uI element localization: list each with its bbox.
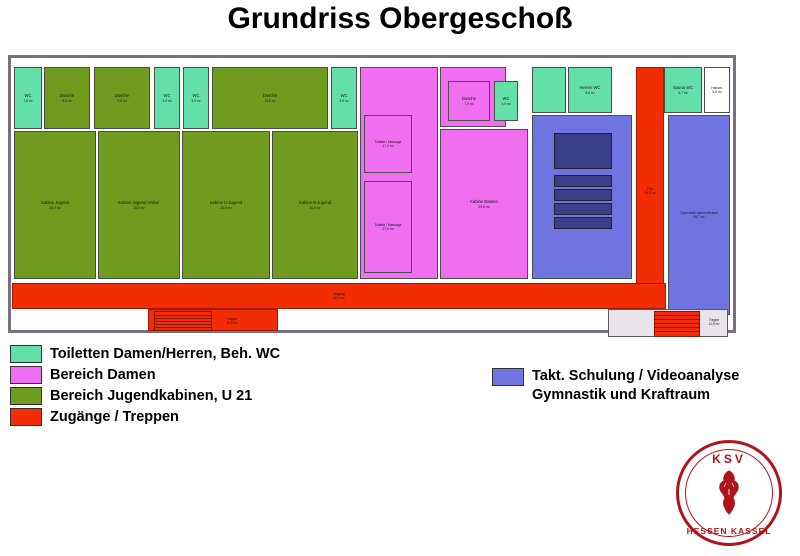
treppe-1-label [212, 313, 252, 329]
room-label: Dusche [114, 93, 130, 99]
room-flur [636, 67, 664, 315]
room-label: Kabine Jugend [41, 200, 69, 206]
logo-top-text: KSV [712, 452, 746, 466]
logo-bottom-text: HESSEN KASSEL [686, 526, 772, 536]
legend-swatch-zugaenge [10, 408, 42, 426]
room-label: Gymnastik und Kraftraum [680, 210, 718, 215]
room-flur-zugang [12, 283, 666, 309]
room-area: 17,4 m² [382, 227, 394, 231]
legend-label-toiletten: Toiletten Damen/Herren, Beh. WC [50, 346, 281, 362]
room-area: 26,9 m² [133, 205, 145, 210]
lion-icon [713, 469, 745, 515]
legend-item-toiletten [10, 345, 790, 363]
room-area: 3,9 m² [191, 98, 201, 103]
page-title: Grundriss Obergeschoß [227, 2, 573, 35]
room-dusche-3 [212, 67, 328, 129]
legend-label-zugaenge: Zugänge / Treppen [50, 409, 179, 425]
room-area: 5,9 m² [712, 90, 722, 94]
room-area: 29,8 m² [478, 204, 490, 209]
room-label: Toilette / Massage [374, 222, 402, 227]
room-area: 9,6 m² [117, 98, 127, 103]
room-area: 26,9 m² [49, 205, 61, 210]
room-area: 3,9 m² [501, 101, 511, 106]
room-wc-damen [494, 81, 518, 121]
room-area: 9,6 m² [62, 98, 72, 103]
room-area: 7,9 m² [464, 101, 474, 106]
treppe-1 [154, 311, 212, 331]
room-dusche-damen-inner [448, 81, 490, 121]
legend-swatch-damen [10, 366, 42, 384]
room-label: Treppe [708, 317, 720, 322]
room-dusche-2 [94, 67, 150, 129]
room-label: Kabine B-Jugend [298, 200, 332, 206]
room-label: Flur [647, 186, 653, 191]
room-hausmeister [704, 67, 730, 113]
room-area: 14,8 m² [264, 98, 276, 103]
room-area: 11,9 m² [708, 322, 720, 326]
room-area: 3,9 m² [162, 98, 172, 103]
room-area: 6,7 m² [678, 90, 688, 95]
legend-label-jugend: Bereich Jugendkabinen, U 21 [50, 388, 253, 404]
legend-swatch-schulung [492, 368, 524, 386]
room-area: 49,7 m² [693, 215, 705, 219]
room-label: Hausm. [711, 85, 723, 90]
legend-label-schulung: Takt. Schulung / Videoanalyse [532, 368, 740, 384]
room-wc-3 [183, 67, 209, 129]
room-herren-wc [568, 67, 612, 113]
room-label: Dusche [262, 93, 278, 99]
room-area: 8,6 m² [585, 90, 595, 95]
room-label: WC [24, 93, 32, 99]
seating-row-4 [554, 217, 612, 229]
room-wc-1 [14, 67, 42, 129]
conference-table [554, 133, 612, 169]
room-area: 3,9 m² [339, 98, 349, 103]
legend-label-damen: Bereich Damen [50, 367, 156, 383]
treppe-2 [654, 311, 700, 337]
room-wc-4 [331, 67, 357, 129]
room-kabine-jugend-4 [272, 131, 358, 279]
seating-row-1 [554, 175, 612, 187]
room-sauna-kabine [664, 67, 702, 113]
legend-label-gymnastik: Gymnastik und Kraftraum [532, 387, 711, 403]
seating-row-3 [554, 203, 612, 215]
room-area: 26,9 m² [220, 205, 232, 210]
room-label: Sauna WC [672, 85, 694, 91]
room-label: Zugang [333, 291, 345, 296]
room-toilette-massage-2 [364, 181, 412, 273]
room-label: WC [502, 96, 510, 102]
room-label: Kabine U-Jugend [209, 200, 243, 206]
room-label: WC [340, 93, 348, 99]
floor-plan [8, 55, 736, 333]
treppe-2-label [698, 315, 730, 329]
room-toilette-massage-1 [364, 115, 412, 173]
room-label: Toilette / Massage [374, 139, 402, 144]
room-area: 7,8 m² [23, 98, 33, 103]
room-label: Herren WC [579, 85, 601, 91]
room-kabine-jugend-3 [182, 131, 270, 279]
ksv-logo [676, 440, 782, 546]
legend-swatch-toiletten [10, 345, 42, 363]
legend-right [492, 367, 739, 405]
room-wc-2 [154, 67, 180, 129]
room-label: Dusche [59, 93, 75, 99]
room-area: 52,6 m² [333, 296, 345, 300]
legend-item-zugaenge [10, 408, 790, 426]
room-label: WC [163, 93, 171, 99]
room-label: Dusche [461, 96, 477, 102]
room-label: Treppe [226, 316, 238, 321]
room-label: Kabine Jugend Hölzer [118, 200, 160, 206]
room-kabine-damen [440, 129, 528, 279]
room-label: WC [192, 93, 200, 99]
room-toilette-herren-strip [532, 67, 566, 113]
room-label: Kabine Damen [470, 199, 498, 205]
room-area: 26,8 m² [644, 191, 656, 195]
room-area: 26,9 m² [309, 205, 321, 210]
room-kabine-jugend-2 [98, 131, 180, 279]
seating-row-2 [554, 189, 612, 201]
room-area: 11,9 m² [226, 321, 238, 325]
room-kabine-jugend-1 [14, 131, 96, 279]
room-gymnastik-kraftraum [668, 115, 730, 315]
room-area: 17,4 m² [382, 144, 394, 148]
legend-swatch-jugend [10, 387, 42, 405]
room-dusche-1 [44, 67, 90, 129]
